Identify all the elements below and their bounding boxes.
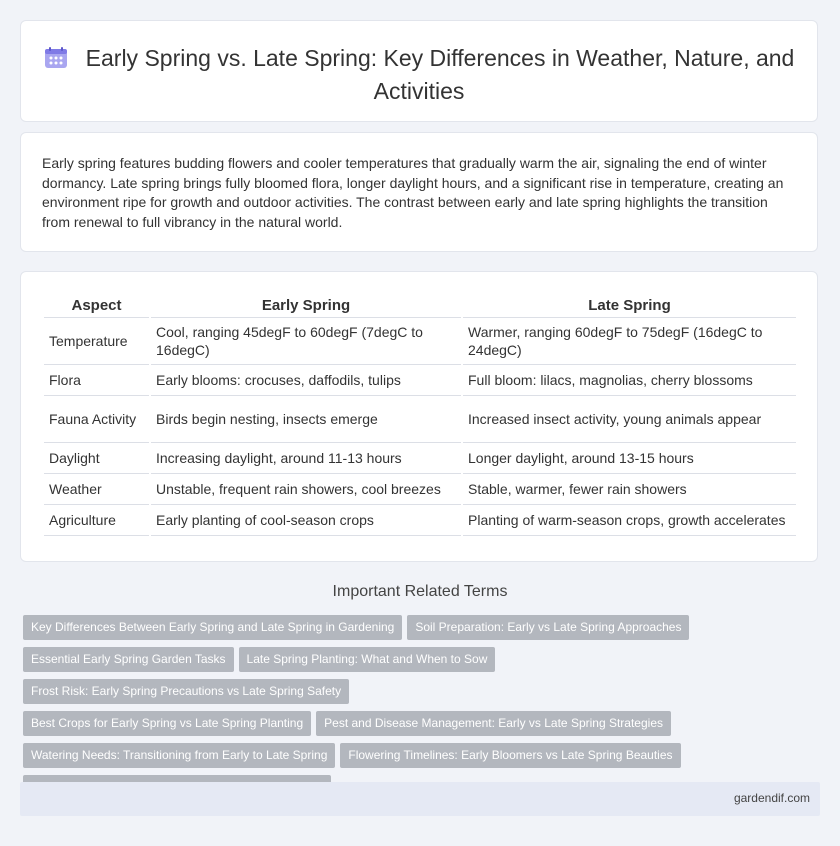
intro-card	[20, 132, 818, 252]
table-row	[44, 474, 796, 505]
related-term-tag[interactable]: Pest and Disease Management: Early vs Late Spring Strategies	[316, 711, 671, 736]
intro-paragraph: Early spring features budding flowers and cooler temperatures that gradually warm the air, signaling the end of winter dormancy. Late spring brings fully bloomed flora, longer daylight hours, and a significant rise in temperature, creating an environment ripe for growth and outdoor activities. The contrast between early and late spring highlights the transition from renewal to full vibrancy in the natural world.	[42, 155, 784, 230]
page-title-wrap	[21, 43, 817, 106]
table-cell: Cool, ranging 45degF to 60degF (7degC to 16degC)	[151, 318, 461, 365]
related-term-tag[interactable]: Soil Preparation: Early vs Late Spring Approaches	[407, 615, 689, 640]
table-cell: Fauna Activity	[44, 396, 149, 443]
table-cell: Planting of warm-season crops, growth accelerates	[463, 505, 796, 536]
table-cell: Birds begin nesting, insects emerge	[151, 396, 461, 443]
related-term-tag[interactable]: Watering Needs: Transitioning from Early to Late Spring	[23, 743, 335, 768]
table-cell: Early planting of cool-season crops	[151, 505, 461, 536]
table-header-row	[44, 294, 796, 318]
table-row	[44, 443, 796, 474]
table-row	[44, 365, 796, 396]
table-row	[44, 396, 796, 443]
footer-site-link[interactable]: gardendif.com	[733, 791, 810, 805]
comparison-table-card	[20, 271, 818, 562]
related-term-tag[interactable]: Late Spring Planting: What and When to Sow	[239, 647, 496, 672]
header-card	[20, 20, 818, 122]
related-term-tag[interactable]: Key Differences Between Early Spring and Late Spring in Gardening	[23, 615, 402, 640]
table-cell: Warmer, ranging 60degF to 75degF (16degC to 24degC)	[463, 318, 796, 365]
table-cell: Unstable, frequent rain showers, cool breezes	[151, 474, 461, 505]
table-cell: Stable, warmer, fewer rain showers	[463, 474, 796, 505]
table-cell: Temperature	[44, 318, 149, 365]
column-header-early-spring: Early Spring	[151, 294, 461, 318]
related-term-tag[interactable]: Essential Early Spring Garden Tasks	[23, 647, 234, 672]
footer-bar	[20, 782, 820, 816]
related-terms-heading: Important Related Terms	[332, 583, 508, 600]
comparison-table	[42, 294, 798, 536]
table-cell: Early blooms: crocuses, daffodils, tulips	[151, 365, 461, 396]
table-cell: Full bloom: lilacs, magnolias, cherry blossoms	[463, 365, 796, 396]
table-row	[44, 318, 796, 365]
table-cell: Flora	[44, 365, 149, 396]
column-header-aspect: Aspect	[44, 294, 149, 318]
table-cell: Weather	[44, 474, 149, 505]
table-cell: Longer daylight, around 13-15 hours	[463, 443, 796, 474]
table-cell: Agriculture	[44, 505, 149, 536]
related-term-tag[interactable]: Frost Risk: Early Spring Precautions vs Late Spring Safety	[23, 679, 349, 704]
table-cell: Increased insect activity, young animals appear	[463, 396, 796, 443]
page-title: Early Spring vs. Late Spring: Key Differences in Weather, Nature, and Activities	[85, 45, 795, 104]
table-row	[44, 505, 796, 536]
calendar-icon	[44, 46, 68, 76]
related-terms-list	[23, 615, 823, 807]
column-header-late-spring: Late Spring	[463, 294, 796, 318]
table-cell: Increasing daylight, around 11-13 hours	[151, 443, 461, 474]
related-term-tag[interactable]: Best Crops for Early Spring vs Late Spring Planting	[23, 711, 311, 736]
table-cell: Daylight	[44, 443, 149, 474]
related-term-tag[interactable]: Flowering Timelines: Early Bloomers vs Late Spring Beauties	[340, 743, 680, 768]
